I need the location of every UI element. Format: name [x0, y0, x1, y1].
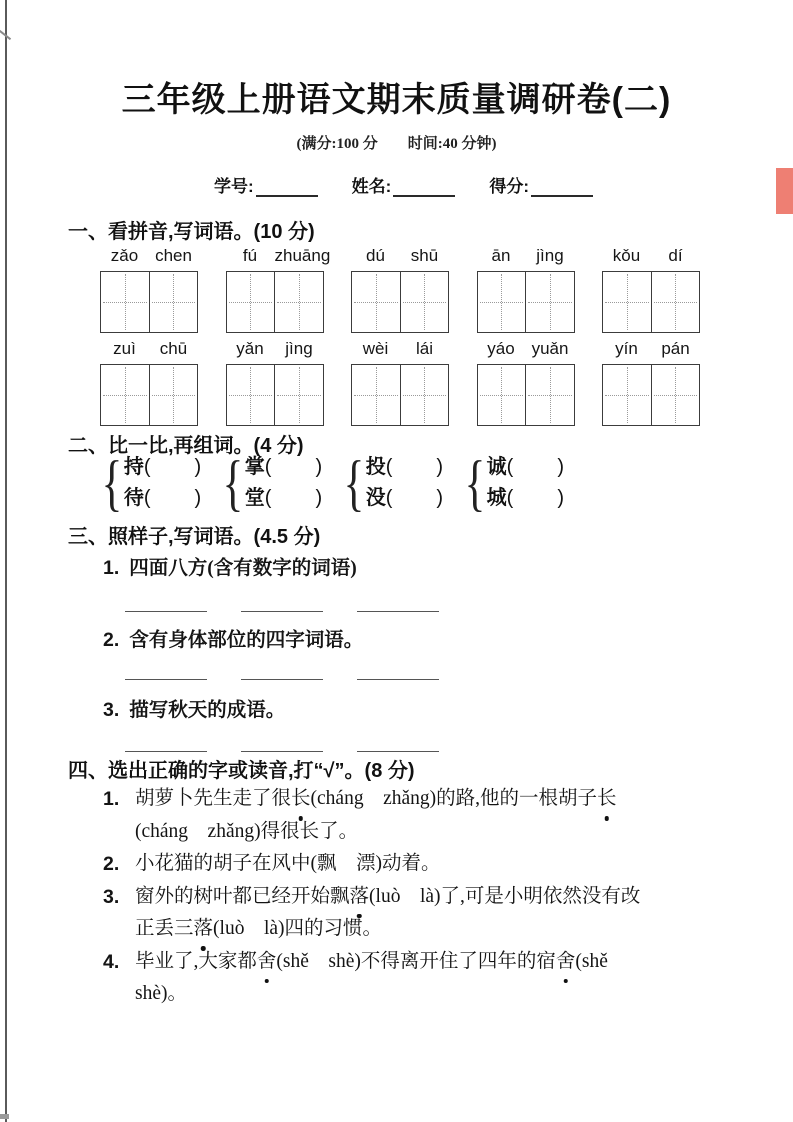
info-label: 得分: [489, 177, 530, 196]
word-blank-line [124, 452, 201, 483]
pinyin-labels [602, 339, 700, 364]
example-prompt [103, 552, 357, 580]
word-blank-line [245, 452, 322, 483]
word-blank-line [366, 483, 443, 514]
writing-grid-box [477, 364, 575, 426]
pinyin-syllable: shū [410, 246, 439, 265]
word-pair-column [124, 452, 201, 514]
character: 持 [123, 456, 144, 478]
pinyin-syllable: jìng [285, 339, 313, 358]
pinyin-syllable: kǒu [612, 246, 641, 265]
writing-grid-box [226, 364, 324, 426]
pinyin-labels [477, 246, 575, 271]
word-pair-group [98, 447, 202, 518]
paren-close: ) [557, 487, 564, 509]
word-blank-line [245, 483, 322, 514]
section3-heading: 三、照样子,写词语。(4.5 分) [68, 526, 321, 548]
prompt-text: 描写秋天的成语。 [129, 700, 286, 721]
pinyin-labels [100, 339, 198, 364]
sentence-line [103, 881, 723, 914]
character: 待 [123, 487, 144, 509]
word-blank-line [487, 452, 564, 483]
item-number: 1. [103, 557, 120, 579]
pinyin-word-group [351, 339, 449, 426]
prompt-text: 四面八方(含有数字的词语) [129, 558, 357, 579]
brace-icon: { [101, 447, 123, 518]
pinyin-syllable: chen [155, 246, 192, 265]
sentence-line [103, 913, 723, 946]
brace-icon: { [222, 447, 244, 518]
pinyin-syllable: fú [242, 246, 258, 265]
exam-meta-line: (满分:100 分 时间:40 分钟) [296, 136, 497, 152]
grid-cell [352, 365, 400, 425]
brace-icon: { [464, 447, 486, 518]
info-field [214, 172, 318, 197]
pinyin-syllable: lái [415, 339, 433, 358]
answer-blank [125, 665, 207, 680]
paren-open: ( [385, 487, 393, 509]
item-number: 2. [103, 629, 120, 651]
paren-open: ( [143, 456, 151, 478]
write-blank [393, 179, 455, 197]
pinyin-syllable: yín [615, 339, 638, 358]
text-segment: shè)。 [135, 983, 187, 1004]
write-blank [256, 179, 318, 197]
grid-cell [149, 365, 197, 425]
pinyin-word-group [226, 246, 331, 333]
text-segment: (luò là)了,可是小明依然没有改 [369, 885, 641, 907]
paren-close: ) [557, 456, 564, 478]
word-blank-line [366, 452, 443, 483]
grid-cell [400, 365, 448, 425]
write-blank [531, 179, 593, 197]
text-segment: (cháng zhǎng)的路,他的一根胡子 [310, 788, 598, 809]
answer-blank [357, 737, 439, 752]
paren-open: ( [143, 487, 151, 509]
answer-blanks-row [125, 597, 473, 613]
brace-icon: { [343, 447, 365, 518]
pinyin-row [100, 246, 700, 333]
paren-open: ( [264, 456, 272, 478]
pinyin-labels [602, 246, 700, 271]
text-segment: (shě [575, 950, 608, 972]
grid-cell [101, 365, 149, 425]
writing-grid-box [602, 271, 700, 333]
writing-grid-box [100, 364, 198, 426]
word-pair-group [340, 447, 444, 518]
pinyin-syllable: pán [661, 339, 690, 358]
sentence-line [103, 848, 723, 881]
info-label: 姓名: [351, 177, 392, 196]
writing-grid-box [100, 271, 198, 333]
word-pair-column [245, 452, 322, 514]
emphasized-character: 长 [291, 783, 311, 816]
pinyin-syllable: zǎo [110, 246, 139, 265]
sentence-line [103, 978, 723, 1011]
sentence-line [103, 816, 723, 849]
pinyin-labels [226, 339, 324, 364]
text-segment: 小花猫的胡子在风中(飘 漂)动着。 [135, 853, 441, 874]
character: 没 [365, 487, 386, 509]
paren-close: ) [436, 487, 444, 509]
pinyin-syllable: yáo [487, 339, 515, 358]
emphasized-character: 舍 [257, 946, 277, 979]
word-pair-column [366, 452, 443, 514]
pinyin-syllable: dú [366, 246, 385, 265]
item-number: 3. [103, 699, 120, 721]
character: 掌 [244, 456, 265, 478]
writing-grid-box [477, 271, 575, 333]
pinyin-word-group [602, 339, 700, 426]
text-segment: (luò là)四的习惯。 [213, 918, 383, 939]
word-pair-column [487, 452, 564, 514]
sentence-line [103, 783, 723, 816]
pinyin-syllable: chū [159, 339, 188, 358]
text-segment: 正丢三 [135, 918, 194, 939]
example-prompt [103, 694, 285, 722]
pinyin-syllable: dí [668, 246, 683, 265]
answer-blank [241, 737, 323, 752]
answer-blanks-row [125, 665, 473, 681]
section4-heading: 四、选出正确的字或读音,打“√”。(8 分) [68, 760, 415, 782]
red-bookmark-tab [776, 168, 793, 214]
grid-cell [525, 272, 573, 332]
grid-cell [603, 272, 651, 332]
pinyin-word-group [602, 246, 700, 333]
pinyin-labels [100, 246, 198, 271]
grid-cell [227, 365, 275, 425]
emphasized-character: 舍 [556, 946, 576, 979]
answer-blank [357, 665, 439, 680]
pinyin-labels [351, 246, 449, 271]
grid-cell [478, 272, 526, 332]
emphasized-character: 落 [350, 881, 370, 914]
pinyin-word-group [477, 246, 575, 333]
grid-cell [149, 272, 197, 332]
page-left-scan-border [5, 0, 7, 1122]
pinyin-word-group [477, 339, 575, 426]
writing-grid-box [226, 271, 324, 333]
pinyin-word-group [226, 339, 324, 426]
paren-open: ( [506, 487, 514, 509]
pinyin-labels [351, 339, 449, 364]
paren-close: ) [315, 487, 323, 509]
grid-cell [101, 272, 149, 332]
text-segment: (cháng zhǎng)得很长了。 [135, 820, 359, 842]
pinyin-labels [477, 339, 575, 364]
grid-cell [352, 272, 400, 332]
choice-items [103, 783, 723, 1011]
sentence-line [103, 946, 723, 979]
pinyin-syllable: jìng [536, 246, 564, 265]
writing-grid-box [351, 271, 449, 333]
pinyin-syllable: ān [491, 246, 511, 265]
pinyin-word-group [100, 339, 198, 426]
page-title: 三年级上册语文期末质量调研卷(二) [121, 81, 672, 119]
scan-artifact-bottom [0, 1114, 9, 1119]
word-blank-line [487, 483, 564, 514]
pinyin-syllable: zuì [113, 339, 136, 358]
info-field [352, 172, 456, 197]
text-segment: 胡萝卜先生走了很 [135, 788, 292, 809]
paren-open: ( [264, 487, 272, 509]
paren-close: ) [315, 456, 323, 478]
grid-cell [274, 272, 322, 332]
paren-close: ) [436, 456, 444, 478]
pinyin-syllable: zhuāng [274, 246, 331, 265]
section2-heading: 二、比一比,再组词。(4 分) [68, 435, 304, 457]
pinyin-labels [226, 246, 331, 271]
grid-cell [478, 365, 526, 425]
pinyin-syllable: yuǎn [531, 339, 569, 358]
item-number: 4. [103, 950, 120, 973]
pinyin-row [100, 339, 700, 426]
writing-grid-box [602, 364, 700, 426]
text-segment: 窗外的树叶都已经开始飘 [135, 885, 350, 907]
example-prompt [103, 624, 363, 652]
text-segment: 毕业了,大家都 [135, 950, 257, 972]
info-label: 学号: [214, 177, 254, 196]
answer-blanks-row [125, 737, 473, 753]
item-number: 1. [103, 788, 120, 810]
character: 诚 [486, 456, 507, 478]
emphasized-character: 长 [597, 783, 617, 816]
section1-heading: 一、看拼音,写词语。(10 分) [68, 221, 315, 243]
item-number: 2. [103, 853, 120, 875]
grid-cell [603, 365, 651, 425]
answer-blank [357, 597, 439, 612]
text-segment: (shě shè)不得离开住了四年的宿 [276, 950, 556, 972]
grid-cell [227, 272, 275, 332]
paren-close: ) [194, 487, 202, 509]
character: 投 [365, 456, 386, 478]
grid-cell [651, 272, 699, 332]
prompt-text: 含有身体部位的四字词语。 [129, 630, 364, 651]
paren-open: ( [385, 456, 393, 478]
word-pair-group [219, 447, 323, 518]
character: 堂 [244, 487, 265, 509]
pinyin-syllable: yǎn [236, 339, 264, 358]
character: 城 [486, 487, 507, 509]
word-blank-line [124, 483, 201, 514]
grid-cell [274, 365, 322, 425]
pinyin-word-group [351, 246, 449, 333]
compare-words-row [98, 447, 564, 518]
info-field [489, 172, 593, 197]
item-number: 3. [103, 885, 120, 908]
pinyin-syllable: wèi [362, 339, 389, 358]
emphasized-character: 落 [194, 913, 214, 946]
grid-cell [525, 365, 573, 425]
paren-close: ) [194, 456, 202, 478]
answer-blank [125, 737, 207, 752]
writing-grid-box [351, 364, 449, 426]
word-pair-group [461, 447, 564, 518]
answer-blank [241, 597, 323, 612]
student-info-row [214, 172, 593, 197]
pinyin-word-group [100, 246, 198, 333]
paren-open: ( [506, 456, 514, 478]
grid-cell [651, 365, 699, 425]
answer-blank [125, 597, 207, 612]
answer-blank [241, 665, 323, 680]
grid-cell [400, 272, 448, 332]
